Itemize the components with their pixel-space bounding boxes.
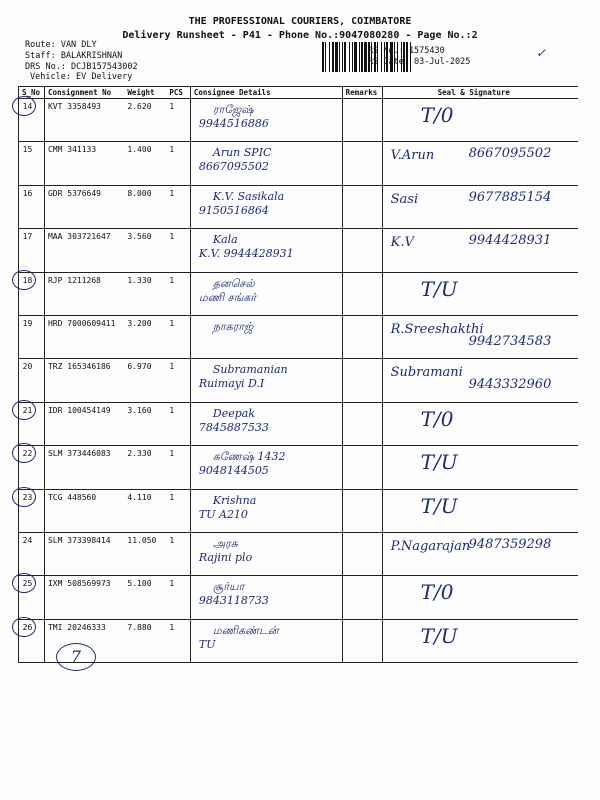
row-consignee xyxy=(190,532,342,575)
signature-mark: T/U xyxy=(420,493,458,518)
row-sno xyxy=(19,99,45,142)
row-weight: 5.100 xyxy=(124,576,166,619)
col-pcs: PCS xyxy=(166,87,190,99)
row-weight: 3.560 xyxy=(124,229,166,272)
signature-mark: V.Arun xyxy=(390,148,435,164)
circle-mark xyxy=(12,96,36,116)
sno-text: 22 xyxy=(22,449,33,459)
consignee-phone: 9150516864 xyxy=(198,203,269,217)
barcode-bar xyxy=(325,42,326,72)
row-consignment: GDR 5376649 xyxy=(44,185,124,228)
row-consignment: CMM 341133 xyxy=(44,142,124,185)
consignee-phone: Ruimayi D.I xyxy=(198,377,265,391)
consignee-phone: K.V. 9944428931 xyxy=(198,247,294,261)
row-sno xyxy=(19,359,45,402)
consignee-phone: Rajini plo xyxy=(198,550,253,564)
row-consignee xyxy=(190,619,342,662)
barcode-bar xyxy=(329,42,330,72)
table-row xyxy=(19,185,579,228)
table-row xyxy=(19,99,579,142)
consignee-phone: 9843118733 xyxy=(198,594,269,608)
barcode-bar xyxy=(354,42,357,72)
sno-text: 26 xyxy=(22,622,33,632)
table-header xyxy=(19,87,579,99)
table-row xyxy=(19,532,579,575)
row-remarks xyxy=(342,359,382,402)
sno-text: 23 xyxy=(22,492,33,502)
row-signature xyxy=(382,185,578,228)
barcode-bar xyxy=(359,42,360,72)
row-sno xyxy=(19,402,45,445)
consignee-phone: 8667095502 xyxy=(198,160,269,174)
col-signature: Seal & Signature xyxy=(382,87,578,99)
consignee-name: Kala xyxy=(212,233,238,247)
barcode-bar xyxy=(344,42,346,72)
row-remarks xyxy=(342,532,382,575)
row-consignment: RJP 1211268 xyxy=(44,272,124,315)
circle-mark xyxy=(12,617,36,637)
row-remarks xyxy=(342,272,382,315)
row-consignment: KVT 3358493 xyxy=(44,99,124,142)
signature-mark: T/U xyxy=(420,450,458,475)
row-remarks xyxy=(342,315,382,358)
barcode-bar xyxy=(364,42,367,72)
consignee-name: ராஜேஷ் xyxy=(212,103,254,116)
barcode-bar xyxy=(332,42,334,72)
row-pcs: 1 xyxy=(166,576,190,619)
row-pcs: 1 xyxy=(166,359,190,402)
sno-text: 25 xyxy=(22,579,33,589)
row-pcs: 1 xyxy=(166,315,190,358)
signature-mark: T/0 xyxy=(420,580,454,605)
signature-mark: R.Sreeshakthi xyxy=(390,321,484,337)
col-consignee: Consignee Details xyxy=(190,87,342,99)
row-remarks xyxy=(342,402,382,445)
consignee-name: கணேஷ் 1432 xyxy=(212,450,286,464)
signature-mark: T/U xyxy=(420,623,458,648)
row-consignment: TCG 448560 xyxy=(44,489,124,532)
row-signature xyxy=(382,402,578,445)
row-consignment: MAA 303721647 xyxy=(44,229,124,272)
row-signature xyxy=(382,359,578,402)
row-consignee xyxy=(190,272,342,315)
row-consignment: TRZ 165346186 xyxy=(44,359,124,402)
consignee-name: Krishna xyxy=(212,493,257,507)
row-consignee xyxy=(190,99,342,142)
col-sno: S_No xyxy=(19,87,45,99)
drs-no: DRS No.: DCJB157543002 xyxy=(25,62,138,72)
row-consignee xyxy=(190,576,342,619)
row-sno xyxy=(19,446,45,489)
row-sno xyxy=(19,229,45,272)
table-row xyxy=(19,315,579,358)
row-pcs: 1 xyxy=(166,402,190,445)
row-weight: 7.880 xyxy=(124,619,166,662)
row-signature xyxy=(382,229,578,272)
runsheet-title: Delivery Runsheet - P41 - Phone No.:9047080280 - Page No.:2 xyxy=(122,30,478,41)
row-consignment: SLM 373398414 xyxy=(44,532,124,575)
consignee-name: K.V. Sasikala xyxy=(212,189,285,203)
signature-mark: T/0 xyxy=(420,103,454,127)
row-consignee xyxy=(190,446,342,489)
signature-mark: Subramani xyxy=(390,365,463,381)
row-signature xyxy=(382,315,578,358)
signature-phone: 9677885154 xyxy=(468,189,552,205)
signature-phone: 8667095502 xyxy=(468,146,552,162)
row-signature xyxy=(382,272,578,315)
row-sno xyxy=(19,142,45,185)
consignee-phone: 9944516886 xyxy=(198,117,269,130)
row-consignee xyxy=(190,489,342,532)
signature-mark: K.V xyxy=(390,235,414,251)
row-consignee xyxy=(190,359,342,402)
table-row xyxy=(19,142,579,185)
circle-mark xyxy=(12,573,36,593)
sno-text: 21 xyxy=(22,405,33,415)
company-title: THE PROFESSIONAL COURIERS, COIMBATORE xyxy=(188,16,412,27)
row-pcs: 1 xyxy=(166,142,190,185)
row-weight: 4.110 xyxy=(124,489,166,532)
barcode-bar xyxy=(361,42,363,72)
row-consignment: SLM 373446083 xyxy=(44,446,124,489)
table-row xyxy=(19,576,579,619)
row-weight: 6.970 xyxy=(124,359,166,402)
signature-phone: 9443332960 xyxy=(468,377,552,393)
row-signature xyxy=(382,532,578,575)
consignee-phone: 7845887533 xyxy=(198,420,269,434)
signature-mark: T/0 xyxy=(420,406,454,431)
row-pcs: 1 xyxy=(166,619,190,662)
consignee-name: Deepak xyxy=(212,406,255,420)
consignee-name: Arun SPIC xyxy=(212,146,272,160)
row-remarks xyxy=(342,576,382,619)
col-remarks: Remarks xyxy=(342,87,382,99)
row-pcs: 1 xyxy=(166,272,190,315)
signature-mark: T/U xyxy=(420,276,458,301)
rs-no: RS No.: 1575430 xyxy=(368,46,445,56)
rs-date: RS Date: 03-Jul-2025 xyxy=(368,57,471,67)
circled-count: 7 xyxy=(56,643,96,671)
sno-text: 15 xyxy=(22,145,33,155)
row-sno xyxy=(19,272,45,315)
consignee-name: அரசு xyxy=(212,536,238,550)
runsheet-table xyxy=(18,86,578,663)
row-signature xyxy=(382,446,578,489)
table-row xyxy=(19,359,579,402)
row-pcs: 1 xyxy=(166,185,190,228)
tick-mark: ✓ xyxy=(536,46,547,60)
route: Route: VAN DLY xyxy=(25,40,97,50)
row-weight: 1.330 xyxy=(124,272,166,315)
row-signature xyxy=(382,142,578,185)
row-consignee xyxy=(190,142,342,185)
sno-text: 16 xyxy=(22,188,33,198)
circle-mark xyxy=(12,443,36,463)
row-weight: 11.050 xyxy=(124,532,166,575)
row-consignee xyxy=(190,315,342,358)
row-remarks xyxy=(342,185,382,228)
circle-mark xyxy=(12,270,36,290)
signature-phone: 9944428931 xyxy=(468,233,552,249)
row-consignment: IXM 508569973 xyxy=(44,576,124,619)
consignee-name: சூர்யா xyxy=(212,580,245,594)
row-sno xyxy=(19,576,45,619)
table-row xyxy=(19,446,579,489)
barcode-bar xyxy=(349,42,350,72)
sno-text: 18 xyxy=(22,275,33,285)
consignee-phone: 9048144505 xyxy=(198,464,269,478)
sno-text: 19 xyxy=(22,318,33,328)
row-weight: 2.330 xyxy=(124,446,166,489)
signature-phone: 9487359298 xyxy=(468,536,552,552)
row-remarks xyxy=(342,446,382,489)
table-row xyxy=(19,272,579,315)
signature-mark: P.Nagarajan xyxy=(390,538,471,554)
consignee-name: தனசெல் xyxy=(212,276,255,290)
table-row xyxy=(19,402,579,445)
col-weight: Weight xyxy=(124,87,166,99)
row-signature xyxy=(382,576,578,619)
row-pcs: 1 xyxy=(166,532,190,575)
sno-text: 24 xyxy=(22,535,33,545)
row-pcs: 1 xyxy=(166,446,190,489)
row-weight: 1.400 xyxy=(124,142,166,185)
sno-text: 20 xyxy=(22,362,33,372)
row-sno xyxy=(19,185,45,228)
barcode-bar xyxy=(339,42,340,72)
row-remarks xyxy=(342,229,382,272)
sno-text: 17 xyxy=(22,232,33,242)
row-consignee xyxy=(190,229,342,272)
row-signature xyxy=(382,99,578,142)
row-sno xyxy=(19,489,45,532)
consignee-phone: மணி சங்கர் xyxy=(198,290,257,304)
row-pcs: 1 xyxy=(166,229,190,272)
col-consignment: Consignment No xyxy=(44,87,124,99)
row-consignment: IDR 100454149 xyxy=(44,402,124,445)
signature-mark: Sasi xyxy=(390,191,419,207)
row-sno xyxy=(19,532,45,575)
row-pcs: 1 xyxy=(166,489,190,532)
row-consignee xyxy=(190,185,342,228)
table-row xyxy=(19,229,579,272)
row-consignment: HRD 7000609411 xyxy=(44,315,124,358)
row-consignee xyxy=(190,402,342,445)
row-pcs: 1 xyxy=(166,99,190,142)
row-weight: 2.620 xyxy=(124,99,166,142)
consignee-phone: TU A210 xyxy=(198,507,248,521)
consignee-name: நாகராஜ் xyxy=(212,319,254,333)
staff: Staff: BALAKRISHNAN xyxy=(25,51,123,61)
barcode-bar xyxy=(322,42,324,72)
consignee-name: மணிகண்டன் xyxy=(212,623,279,637)
sno-text: 14 xyxy=(22,102,33,111)
row-weight: 3.160 xyxy=(124,402,166,445)
barcode-bar xyxy=(352,42,353,72)
consignee-phone: TU xyxy=(198,637,216,651)
table-row xyxy=(19,619,579,662)
table-row xyxy=(19,489,579,532)
row-weight: 3.200 xyxy=(124,315,166,358)
row-remarks xyxy=(342,619,382,662)
row-consignment: TMI 20246333 xyxy=(44,619,124,662)
row-sno xyxy=(19,619,45,662)
row-remarks xyxy=(342,142,382,185)
consignee-name: Subramanian xyxy=(212,363,288,377)
row-signature xyxy=(382,619,578,662)
row-remarks xyxy=(342,99,382,142)
barcode-bar xyxy=(342,42,343,72)
vehicle: Vehicle: EV Delivery xyxy=(30,72,133,82)
circle-mark xyxy=(12,487,36,507)
row-sno xyxy=(19,315,45,358)
circle-mark xyxy=(12,400,36,420)
signature-phone: 9942734583 xyxy=(468,333,552,349)
barcode-bar xyxy=(335,42,338,72)
row-remarks xyxy=(342,489,382,532)
row-signature xyxy=(382,489,578,532)
row-weight: 8.000 xyxy=(124,185,166,228)
